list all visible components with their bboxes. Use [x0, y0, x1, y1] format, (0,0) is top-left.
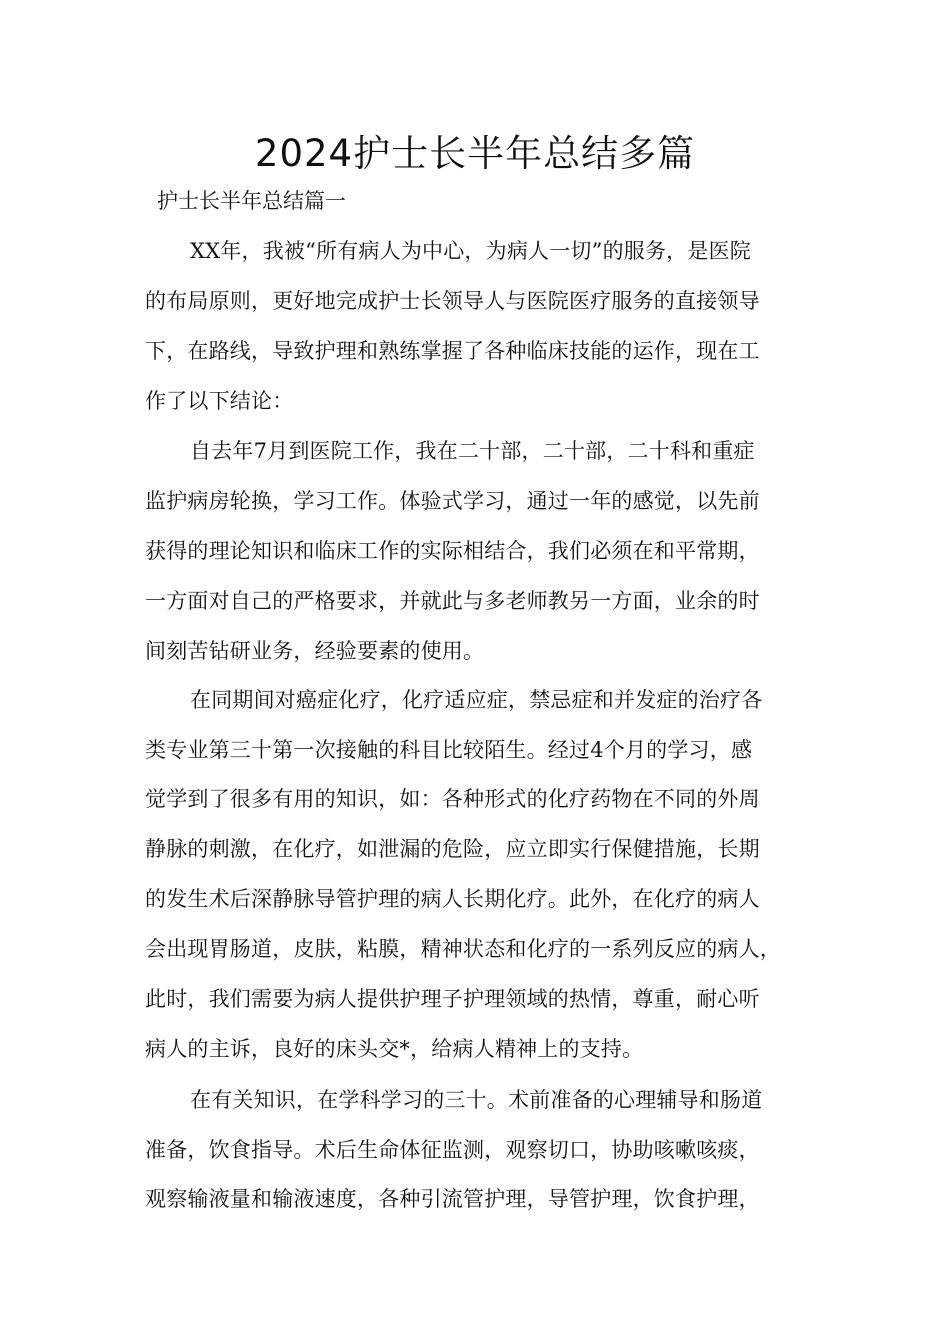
- body-line: 观察输液量和输液速度，各种引流管护理，导管护理，饮食护理，: [145, 1187, 760, 1211]
- body-line: 静脉的刺激，在化疗，如泄漏的危险，应立即实行保健措施，长期: [145, 837, 760, 861]
- body-line: 觉学到了很多有用的知识，如：各种形式的化疗药物在不同的外周: [145, 787, 760, 811]
- body-line: 作了以下结论：: [145, 389, 294, 413]
- body-line: 监护病房轮换，学习工作。体验式学习，通过一年的感觉，以先前: [145, 489, 760, 513]
- body-line: 自去年7月到医院工作，我在二十部，二十部，二十科和重症: [190, 439, 755, 463]
- body-line: 准备，饮食指导。术后生命体征监测，观察切口，协助咳嗽咳痰，: [145, 1138, 760, 1162]
- body-line: 间刻苦钻研业务，经验要素的使用。: [145, 639, 485, 663]
- body-line: 的布局原则，更好地完成护士长领导人与医院医疗服务的直接领导: [145, 289, 760, 313]
- body-line: 会出现胃肠道，皮肤，粘膜，精神状态和化疗的一系列反应的病人，: [145, 937, 781, 961]
- section-heading: 护士长半年总结篇一: [157, 189, 346, 213]
- body-line: 获得的理论知识和临床工作的实际相结合，我们必须在和平常期，: [145, 539, 760, 563]
- body-line: 一方面对自己的严格要求，并就此与多老师教另一方面，业余的时: [145, 589, 760, 613]
- body-line: XX年，我被“所有病人为中心，为病人一切”的服务，是医院: [190, 239, 751, 263]
- body-line: 在同期间对癌症化疗，化疗适应症，禁忌症和并发症的治疗各: [190, 688, 763, 712]
- body-line: 下，在路线，导致护理和熟练掌握了各种临床技能的运作，现在工: [145, 339, 760, 363]
- body-line: 在有关知识，在学科学习的三十。术前准备的心理辅导和肠道: [190, 1088, 763, 1112]
- body-line: 病人的主诉，良好的床头交*，给病人精神上的支持。: [145, 1037, 644, 1061]
- body-line: 类专业第三十第一次接触的科目比较陌生。经过4个月的学习，感: [145, 738, 753, 762]
- body-line: 的发生术后深静脉导管护理的病人长期化疗。此外，在化疗的病人: [145, 887, 760, 911]
- body-line: 此时，我们需要为病人提供护理子护理领域的热情，尊重，耐心听: [145, 987, 760, 1011]
- document-title: 2024护士长半年总结多篇: [254, 132, 696, 175]
